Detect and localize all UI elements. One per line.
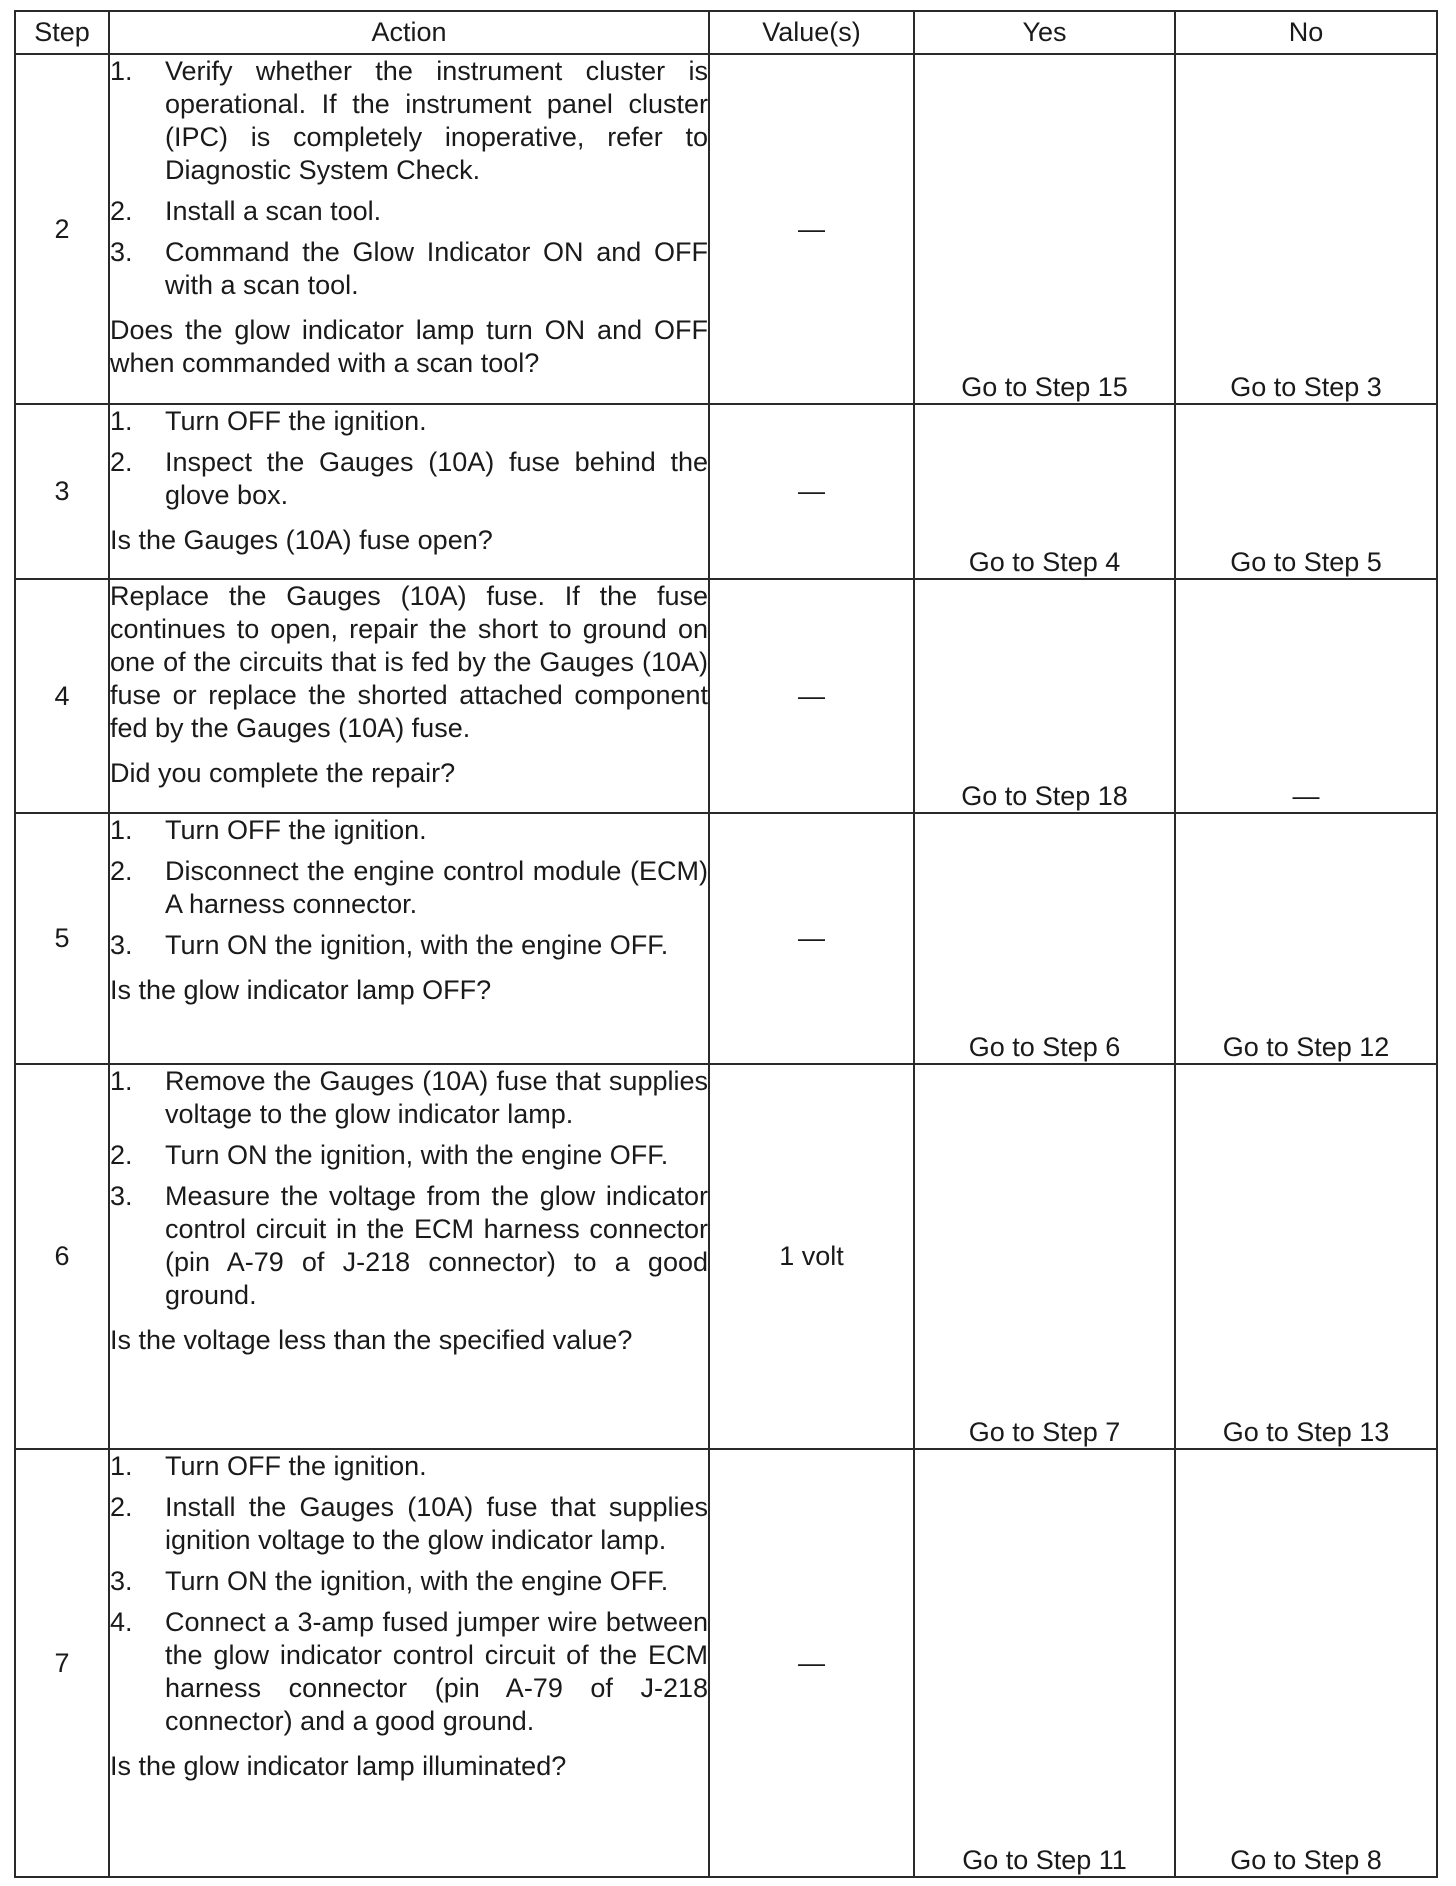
step-question: Does the glow indicator lamp turn ON and OFF when commanded with a scan tool?: [110, 315, 708, 378]
yes-cell: Go to Step 7: [914, 1064, 1175, 1449]
yes-cell: Go to Step 6: [914, 813, 1175, 1064]
substep: [110, 236, 708, 302]
value-cell: —: [709, 813, 914, 1064]
action-cell: [109, 813, 709, 1064]
substep: [110, 55, 708, 187]
step-number: 7: [15, 1449, 109, 1877]
no-cell: Go to Step 8: [1175, 1449, 1437, 1877]
substep-text: Turn OFF the ignition.: [165, 815, 427, 845]
substep-text: Install the Gauges (10A) fuse that supplies ignition voltage to the glow indicator lamp.: [165, 1492, 708, 1555]
value-cell: —: [709, 1449, 914, 1877]
value-cell: —: [709, 404, 914, 579]
value-cell: —: [709, 54, 914, 404]
step-number: 3: [15, 404, 109, 579]
no-cell: Go to Step 12: [1175, 813, 1437, 1064]
yes-cell: Go to Step 11: [914, 1449, 1175, 1877]
step-number: 2: [15, 54, 109, 404]
step-question: Is the glow indicator lamp OFF?: [110, 975, 492, 1005]
no-cell: —: [1175, 579, 1437, 813]
substep-text: Command the Glow Indicator ON and OFF with a scan tool.: [165, 237, 708, 300]
substep-text: Remove the Gauges (10A) fuse that supplies voltage to the glow indicator lamp.: [165, 1066, 708, 1129]
no-cell: Go to Step 3: [1175, 54, 1437, 404]
step-number: 4: [15, 579, 109, 813]
substep-text: Measure the voltage from the glow indicator control circuit in the ECM harness connector (pin A-79 of J-218 connector) to a good ground.: [165, 1181, 708, 1310]
action-cell: [109, 579, 709, 813]
no-cell: Go to Step 5: [1175, 404, 1437, 579]
substep-number: 1.: [110, 406, 133, 436]
substep: [110, 929, 708, 962]
header-no: No: [1175, 11, 1437, 54]
substep-list: [110, 405, 708, 512]
yes-cell: Go to Step 4: [914, 404, 1175, 579]
substep-number: 1.: [110, 815, 133, 845]
substep: [110, 1606, 708, 1738]
substep: [110, 1139, 708, 1172]
header-yes: Yes: [914, 11, 1175, 54]
action-cell: [109, 54, 709, 404]
value-cell: —: [709, 579, 914, 813]
substep: [110, 1491, 708, 1557]
step-question: Is the voltage less than the specified value?: [110, 1325, 633, 1355]
step-question: Is the glow indicator lamp illuminated?: [110, 1751, 567, 1781]
table-row: [15, 1064, 1437, 1449]
table-row: [15, 54, 1437, 404]
substep-text: Turn ON the ignition, with the engine OFF.: [165, 930, 669, 960]
header-step: Step: [15, 11, 109, 54]
header-action: Action: [109, 11, 709, 54]
substep-number: 1.: [110, 1066, 133, 1096]
substep-number: 2.: [110, 1140, 133, 1170]
substep: [110, 1565, 708, 1598]
substep-number: 3.: [110, 1181, 133, 1211]
substep: [110, 405, 708, 438]
substep-text: Turn ON the ignition, with the engine OFF.: [165, 1140, 669, 1170]
step-paragraph: Replace the Gauges (10A) fuse. If the fuse continues to open, repair the short to ground on one of the circuits that is fed by the Gauges (10A) fuse or replace the shorted attached component fed by the Gauges (10A) fuse.: [110, 581, 708, 743]
substep-list: [110, 1450, 708, 1738]
table-row: [15, 1449, 1437, 1877]
substep: [110, 1450, 708, 1483]
step-question: Is the Gauges (10A) fuse open?: [110, 525, 493, 555]
action-cell: [109, 1449, 709, 1877]
substep-list: [110, 55, 708, 302]
substep-text: Turn ON the ignition, with the engine OFF.: [165, 1566, 669, 1596]
diagnostic-table: [14, 10, 1438, 1878]
substep-text: Disconnect the engine control module (ECM) A harness connector.: [165, 856, 708, 919]
substep: [110, 446, 708, 512]
action-cell: [109, 404, 709, 579]
substep-number: 1.: [110, 56, 133, 86]
substep-text: Turn OFF the ignition.: [165, 1451, 427, 1481]
substep-text: Turn OFF the ignition.: [165, 406, 427, 436]
substep-text: Verify whether the instrument cluster is operational. If the instrument panel cluster (IPC) is completely inoperative, refer to Diagnostic System Check.: [165, 56, 708, 185]
substep: [110, 855, 708, 921]
substep-list: [110, 1065, 708, 1312]
substep-number: 3.: [110, 237, 133, 267]
substep: [110, 1180, 708, 1312]
substep: [110, 1065, 708, 1131]
table-row: [15, 579, 1437, 813]
substep-list: [110, 814, 708, 962]
substep-text: Connect a 3-amp fused jumper wire between the glow indicator control circuit of the ECM harness connector (pin A-79 of J-218 connector) and a good ground.: [165, 1607, 708, 1736]
substep-text: Inspect the Gauges (10A) fuse behind the glove box.: [165, 447, 708, 510]
substep: [110, 195, 708, 228]
table-row: [15, 404, 1437, 579]
substep-number: 3.: [110, 930, 133, 960]
substep-number: 2.: [110, 196, 133, 226]
substep-number: 1.: [110, 1451, 133, 1481]
substep-number: 3.: [110, 1566, 133, 1596]
substep-text: Install a scan tool.: [165, 196, 382, 226]
yes-cell: Go to Step 15: [914, 54, 1175, 404]
diagnostic-table-page: [14, 10, 1436, 1876]
yes-cell: Go to Step 18: [914, 579, 1175, 813]
substep-number: 2.: [110, 447, 133, 477]
step-question: Did you complete the repair?: [110, 758, 456, 788]
header-values: Value(s): [709, 11, 914, 54]
substep-number: 2.: [110, 1492, 133, 1522]
substep: [110, 814, 708, 847]
substep-number: 2.: [110, 856, 133, 886]
no-cell: Go to Step 13: [1175, 1064, 1437, 1449]
value-cell: 1 volt: [709, 1064, 914, 1449]
action-cell: [109, 1064, 709, 1449]
table-row: [15, 813, 1437, 1064]
header-row: [15, 11, 1437, 54]
step-number: 5: [15, 813, 109, 1064]
step-number: 6: [15, 1064, 109, 1449]
substep-number: 4.: [110, 1607, 133, 1637]
